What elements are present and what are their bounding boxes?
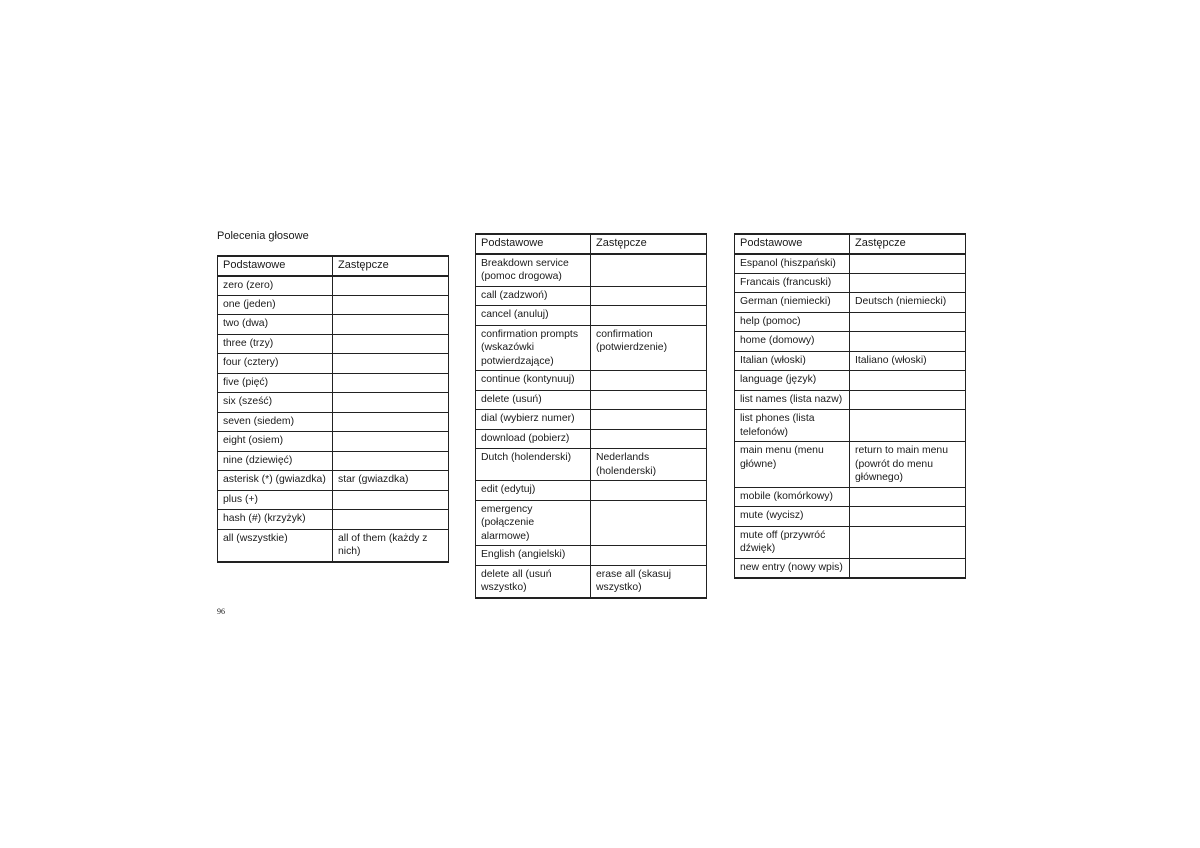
alternative-command-cell bbox=[850, 332, 966, 352]
primary-command-cell: confirmation prompts (wskazówki potwierdzające) bbox=[476, 325, 591, 371]
primary-command-cell: two (dwa) bbox=[218, 315, 333, 335]
table-row bbox=[476, 481, 707, 501]
table-row bbox=[218, 393, 449, 413]
primary-command-cell: Espanol (hiszpański) bbox=[735, 254, 850, 274]
table-row bbox=[735, 312, 966, 332]
page-number: 96 bbox=[217, 607, 225, 616]
alternative-command-cell: erase all (skasuj wszystko) bbox=[591, 565, 707, 598]
table-row bbox=[735, 507, 966, 527]
table-row bbox=[218, 510, 449, 530]
column-header-primary: Podstawowe bbox=[218, 256, 333, 276]
table-row bbox=[218, 529, 449, 562]
alternative-command-cell bbox=[333, 276, 449, 296]
table-row bbox=[218, 295, 449, 315]
table-row bbox=[476, 429, 707, 449]
primary-command-cell: emergency (połączenie alarmowe) bbox=[476, 500, 591, 546]
header-row bbox=[735, 234, 966, 254]
primary-command-cell: eight (osiem) bbox=[218, 432, 333, 452]
primary-command-cell: home (domowy) bbox=[735, 332, 850, 352]
table-row bbox=[735, 254, 966, 274]
voice-commands-table-3 bbox=[734, 233, 966, 579]
alternative-command-cell bbox=[850, 526, 966, 558]
primary-command-cell: continue (kontynuuj) bbox=[476, 371, 591, 391]
alternative-command-cell bbox=[333, 432, 449, 452]
table-row bbox=[735, 371, 966, 391]
table-row bbox=[476, 306, 707, 326]
primary-command-cell: delete all (usuń wszystko) bbox=[476, 565, 591, 598]
table-row bbox=[735, 332, 966, 352]
voice-commands-table-1 bbox=[217, 255, 449, 563]
primary-command-cell: Italian (włoski) bbox=[735, 351, 850, 371]
table-row bbox=[476, 371, 707, 391]
table-row bbox=[218, 432, 449, 452]
alternative-command-cell bbox=[850, 312, 966, 332]
primary-command-cell: German (niemiecki) bbox=[735, 293, 850, 313]
section-title: Polecenia głosowe bbox=[217, 230, 309, 242]
alternative-command-cell bbox=[333, 451, 449, 471]
primary-command-cell: main menu (menu główne) bbox=[735, 442, 850, 488]
table-row bbox=[735, 351, 966, 371]
alternative-command-cell: confirmation (potwierdzenie) bbox=[591, 325, 707, 371]
alternative-command-cell bbox=[333, 412, 449, 432]
alternative-command-cell bbox=[850, 371, 966, 391]
table-row bbox=[735, 410, 966, 442]
primary-command-cell: asterisk (*) (gwiazdka) bbox=[218, 471, 333, 491]
alternative-command-cell bbox=[850, 273, 966, 293]
primary-command-cell: Breakdown service (pomoc drogowa) bbox=[476, 254, 591, 287]
column-header-alternative: Zastępcze bbox=[591, 234, 707, 254]
primary-command-cell: list names (lista nazw) bbox=[735, 390, 850, 410]
header-row bbox=[218, 256, 449, 276]
primary-command-cell: language (język) bbox=[735, 371, 850, 391]
table-row bbox=[476, 254, 707, 287]
table-row bbox=[218, 276, 449, 296]
primary-command-cell: four (cztery) bbox=[218, 354, 333, 374]
column-header-primary: Podstawowe bbox=[476, 234, 591, 254]
alternative-command-cell bbox=[591, 306, 707, 326]
alternative-command-cell bbox=[850, 254, 966, 274]
table-row bbox=[218, 471, 449, 491]
primary-command-cell: help (pomoc) bbox=[735, 312, 850, 332]
table-row bbox=[735, 558, 966, 578]
alternative-command-cell: all of them (każdy z nich) bbox=[333, 529, 449, 562]
alternative-command-cell bbox=[333, 373, 449, 393]
table-row bbox=[735, 487, 966, 507]
alternative-command-cell: Italiano (włoski) bbox=[850, 351, 966, 371]
voice-commands-table-2 bbox=[475, 233, 707, 599]
alternative-command-cell: Nederlands (holenderski) bbox=[591, 449, 707, 481]
alternative-command-cell bbox=[591, 286, 707, 306]
table-row bbox=[476, 390, 707, 410]
alternative-command-cell bbox=[591, 500, 707, 546]
alternative-command-cell bbox=[591, 429, 707, 449]
alternative-command-cell bbox=[850, 558, 966, 578]
table-row bbox=[218, 412, 449, 432]
alternative-command-cell bbox=[591, 390, 707, 410]
table-row bbox=[218, 354, 449, 374]
alternative-command-cell bbox=[850, 507, 966, 527]
table-row bbox=[476, 500, 707, 546]
primary-command-cell: mute off (przywróć dźwięk) bbox=[735, 526, 850, 558]
alternative-command-cell bbox=[333, 295, 449, 315]
table-row bbox=[735, 293, 966, 313]
table-row bbox=[476, 410, 707, 430]
alternative-command-cell bbox=[591, 546, 707, 566]
primary-command-cell: Francais (francuski) bbox=[735, 273, 850, 293]
primary-command-cell: new entry (nowy wpis) bbox=[735, 558, 850, 578]
primary-command-cell: cancel (anuluj) bbox=[476, 306, 591, 326]
table-row bbox=[218, 451, 449, 471]
table-row bbox=[476, 325, 707, 371]
alternative-command-cell bbox=[591, 481, 707, 501]
alternative-command-cell bbox=[333, 354, 449, 374]
primary-command-cell: list phones (lista telefonów) bbox=[735, 410, 850, 442]
alternative-command-cell bbox=[333, 315, 449, 335]
alternative-command-cell: star (gwiazdka) bbox=[333, 471, 449, 491]
table-row bbox=[476, 565, 707, 598]
table-row bbox=[218, 373, 449, 393]
header-row bbox=[476, 234, 707, 254]
primary-command-cell: English (angielski) bbox=[476, 546, 591, 566]
column-header-primary: Podstawowe bbox=[735, 234, 850, 254]
alternative-command-cell bbox=[333, 510, 449, 530]
alternative-command-cell bbox=[850, 487, 966, 507]
primary-command-cell: plus (+) bbox=[218, 490, 333, 510]
alternative-command-cell bbox=[850, 390, 966, 410]
primary-command-cell: Dutch (holenderski) bbox=[476, 449, 591, 481]
primary-command-cell: download (pobierz) bbox=[476, 429, 591, 449]
column-header-alternative: Zastępcze bbox=[850, 234, 966, 254]
primary-command-cell: call (zadzwoń) bbox=[476, 286, 591, 306]
primary-command-cell: five (pięć) bbox=[218, 373, 333, 393]
alternative-command-cell bbox=[591, 254, 707, 287]
primary-command-cell: zero (zero) bbox=[218, 276, 333, 296]
primary-command-cell: all (wszystkie) bbox=[218, 529, 333, 562]
table-row bbox=[735, 442, 966, 488]
primary-command-cell: dial (wybierz numer) bbox=[476, 410, 591, 430]
primary-command-cell: mute (wycisz) bbox=[735, 507, 850, 527]
alternative-command-cell: Deutsch (niemiecki) bbox=[850, 293, 966, 313]
table-row bbox=[476, 286, 707, 306]
alternative-command-cell bbox=[333, 490, 449, 510]
primary-command-cell: hash (#) (krzyżyk) bbox=[218, 510, 333, 530]
alternative-command-cell bbox=[333, 334, 449, 354]
primary-command-cell: nine (dziewięć) bbox=[218, 451, 333, 471]
table-row bbox=[735, 273, 966, 293]
column-header-alternative: Zastępcze bbox=[333, 256, 449, 276]
alternative-command-cell bbox=[591, 410, 707, 430]
primary-command-cell: three (trzy) bbox=[218, 334, 333, 354]
primary-command-cell: edit (edytuj) bbox=[476, 481, 591, 501]
table-row bbox=[218, 490, 449, 510]
table-row bbox=[218, 315, 449, 335]
primary-command-cell: seven (siedem) bbox=[218, 412, 333, 432]
table-row bbox=[735, 526, 966, 558]
table-row bbox=[218, 334, 449, 354]
table-row bbox=[735, 390, 966, 410]
alternative-command-cell bbox=[850, 410, 966, 442]
alternative-command-cell bbox=[591, 371, 707, 391]
primary-command-cell: delete (usuń) bbox=[476, 390, 591, 410]
table-row bbox=[476, 546, 707, 566]
alternative-command-cell bbox=[333, 393, 449, 413]
primary-command-cell: six (sześć) bbox=[218, 393, 333, 413]
primary-command-cell: one (jeden) bbox=[218, 295, 333, 315]
table-row bbox=[476, 449, 707, 481]
primary-command-cell: mobile (komórkowy) bbox=[735, 487, 850, 507]
alternative-command-cell: return to main menu (powrót do menu głównego) bbox=[850, 442, 966, 488]
